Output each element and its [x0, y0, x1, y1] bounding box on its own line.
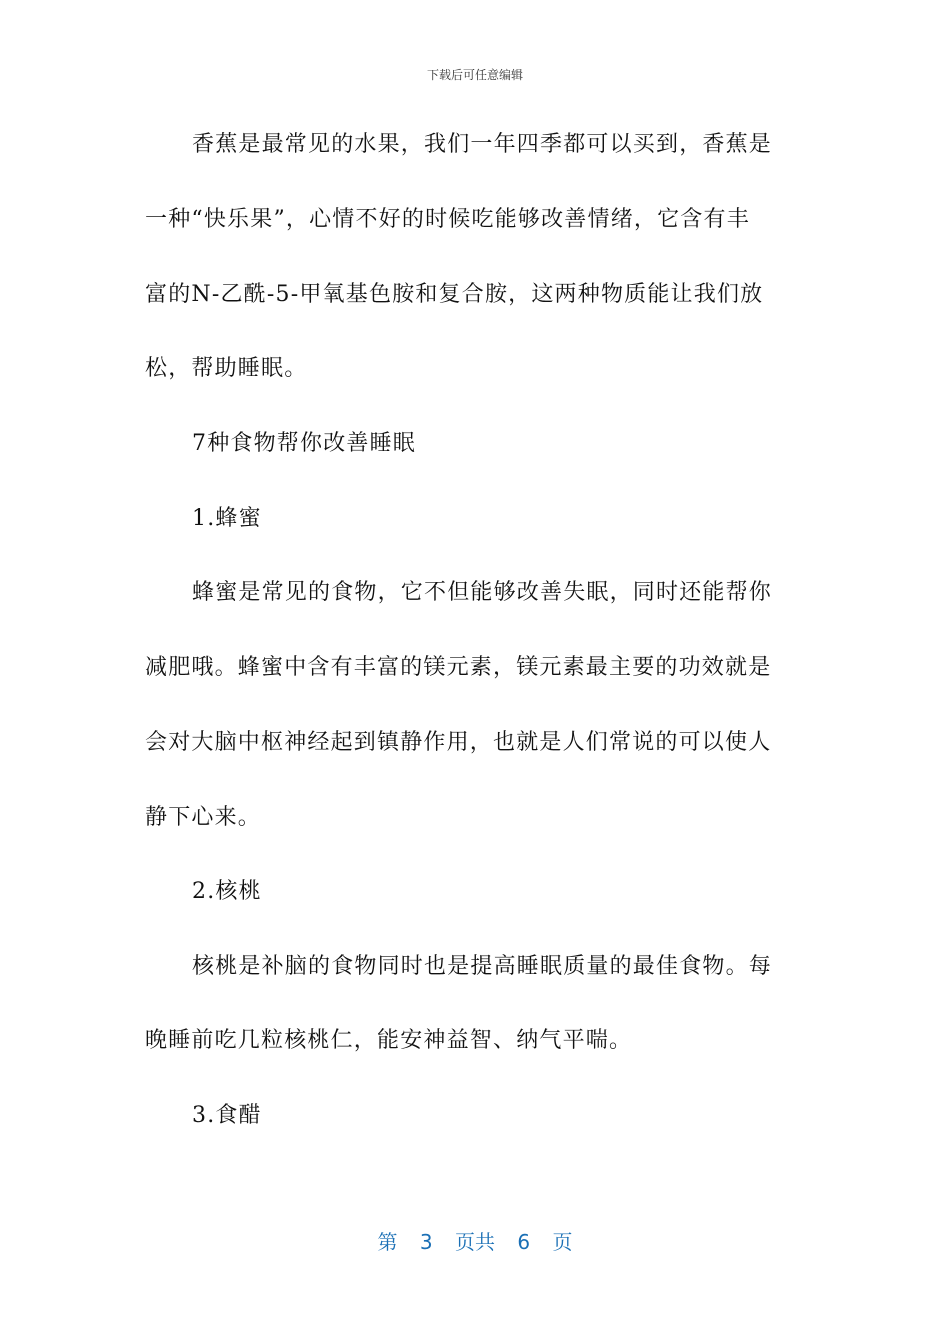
paragraph-banana-line-3: 富的N-乙酰-5-甲氧基色胺和复合胺，这两种物质能让我们放 — [145, 282, 764, 307]
paragraph-walnut-line-1: 核桃是补脑的食物同时也是提高睡眠质量的最佳食物。每 — [192, 954, 773, 979]
item-title-walnut: 2.核桃 — [192, 879, 262, 904]
paragraph-honey-line-4: 静下心来。 — [145, 805, 262, 830]
paragraph-banana-line-2: 一种“快乐果”，心情不好的时候吃能够改善情绪，它含有丰 — [145, 207, 750, 232]
footer-middle: 页共 — [455, 1230, 495, 1254]
paragraph-honey-line-1: 蜂蜜是常见的食物，它不但能够改善失眠，同时还能帮你 — [192, 580, 773, 605]
page-header: 下载后可任意编辑 — [426, 68, 523, 82]
paragraph-banana-line-4: 松，帮助睡眠。 — [145, 356, 308, 381]
paragraph-honey-line-2: 减肥哦。蜂蜜中含有丰富的镁元素，镁元素最主要的功效就是 — [145, 655, 772, 680]
paragraph-honey-line-3: 会对大脑中枢神经起到镇静作用，也就是人们常说的可以使人 — [145, 730, 772, 755]
footer-total-pages: 6 — [517, 1230, 531, 1254]
item-title-vinegar: 3.食醋 — [192, 1103, 262, 1128]
paragraph-banana-line-1: 香蕉是最常见的水果，我们一年四季都可以买到，香蕉是 — [192, 132, 773, 157]
footer-prefix: 第 — [377, 1230, 398, 1254]
footer-suffix: 页 — [552, 1230, 573, 1254]
page-footer — [0, 1226, 950, 1255]
section-heading: 7种食物帮你改善睡眠 — [192, 431, 416, 456]
footer-current-page: 3 — [419, 1230, 433, 1254]
paragraph-walnut-line-2: 晚睡前吃几粒核桃仁，能安神益智、纳气平喘。 — [145, 1028, 633, 1053]
item-title-honey: 1.蜂蜜 — [192, 506, 262, 531]
